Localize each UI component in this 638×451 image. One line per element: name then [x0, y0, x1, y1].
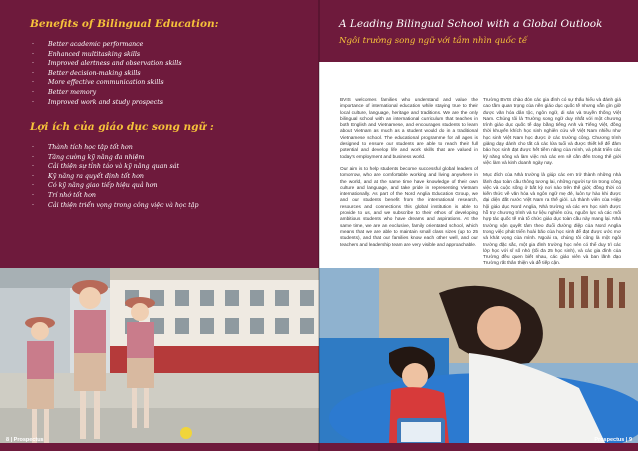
right-page-header: [319, 0, 638, 62]
list-item: · Enhanced multitasking skills: [32, 50, 141, 58]
list-item: · Improved alertness and observation skills: [32, 60, 182, 68]
english-text-column: [340, 98, 478, 255]
list-item: · Trí nhớ tốt hơn: [32, 191, 96, 199]
paragraph: Mục đích của Nhà trường là giúp các em trở thành những nhà lãnh đạo toàn cầu thông tương lai, những người tự tin trong công việc và cuộc sống ở bất kỳ nơi nào trên thế giới; đồng thời có kiến thức về văn hóa và ngôn ngữ mẹ đẻ, luôn tự hào khi được đại diện đất nước Việt Nam ra thế giới. Là thành viên của Hiệp hội giáo dục Nord Anglia, Nhà trường và các em học sinh được hỗ trợ chương trình và tư liệu nghiên cứu, nguồn lực và các mối hợp tác quốc tế mà tổ chức giáo dục toàn cầu này mang lại. Nhà trường vận quyết tâm theo đuổi đường điệp của Nord Anglia trong việc phát triển hoài bão của học sinh để đạt được ước mơ và khát vọng của mình. Ngoài ra, chúng tôi cũng là một ngôi trường đặc sắc, một gia đình trường học nên có thể duy trì các lớp học với sĩ số nhỏ (tối đa 25 học sinh), và các gia đình của Trường đều quen biết nhau, các giáo viên và ban lãnh đạo Trường rất thân thiện và dễ tiếp cận.: [483, 173, 621, 267]
list-item: · Cải thiện triển vọng trong công việc và học tập: [32, 201, 199, 209]
schoolyard-illustration: [0, 268, 319, 451]
list-item: · Thành tích học tập tốt hơn: [32, 144, 133, 151]
benefits-list: [32, 40, 182, 107]
list-item: · Cải thiện sự tỉnh táo và kỹ năng quan sát: [32, 163, 179, 171]
reading-illustration: [319, 268, 638, 451]
list-item: · Better memory: [32, 88, 97, 96]
page-subtitle: Ngôi trường song ngữ với tầm nhìn quốc tế: [339, 36, 528, 46]
list-item: · Tăng cường kỹ năng đa nhiệm: [32, 153, 145, 161]
page-number-left: 8 | Prospectus: [6, 437, 44, 443]
benefits-heading: Benefits of Bilingual Education:: [30, 18, 219, 30]
list-item: · Better decision-making skills: [32, 69, 141, 77]
paragraph: Trường BVIS chào đón các gia đình có sự thấu hiểu và đánh giá cao tầm quan trọng của nền giáo dục quốc tế nhưng vẫn gìn giữ được văn hóa dân tộc, ngôn ngữ, di sản và truyền thống Việt Nam. Chúng tôi là Trường song ngữ duy nhất với một chương trình giáo dục quốc tế dạy bằng tiếng Anh và Tiếng Việt, đồng thời khuyến khích học sinh nghiên cứu về Việt Nam nhiều như học sinh Việt Nam học được ở các trường công. Chương trình giảng dạy dành cho tất cả các lứa tuổi và được thiết kế để đảm bảo học sinh đạt được hết tiềm năng của mình, và phát triển các kỹ năng sống và làm việc mà các em sẽ cần đến trong thế giới việc làm và kinh doanh ngày nay.: [483, 98, 621, 166]
spread-gutter: [318, 0, 320, 451]
loi-ich-list: [32, 143, 199, 210]
mother-child-reading-photo: [319, 268, 638, 451]
paragraph: Our aim is to help students become successful global leaders of tomorrow, who are comfortable working and living anywhere in the world, and at the same time have knowledge of their own culture and language, and take pride in representing Vietnam internationally. As part of the Nord Anglia Education Group, we and our students benefit from the international research, resources and connections this global institution is able to provide to us, and we subscribe to their ethos of developing ambitious students who have dreams and aspirations. At the same time, we are an exclusive, family orientated school, which means that we are able to maintain small class sizes (up to 25 students), and that our families know each other well, and our teachers and leadership team are very visible and approachable.: [340, 166, 478, 248]
left-page-panel: [0, 0, 319, 268]
list-item: · Improved work and study prospects: [32, 98, 163, 106]
list-item: · More effective communication skills: [32, 79, 164, 87]
list-item: · Có kỹ năng giao tiếp hiệu quả hơn: [32, 182, 158, 190]
list-item: · Better academic performance: [32, 41, 144, 48]
page-title: A Leading Bilingual School with a Global Outlook: [339, 18, 603, 30]
paragraph: BVIS welcomes families who understand and value the importance of international education while staying true to their local culture, language, heritage and traditions. We are the only bilingual school with an international curriculum that teaches in both English and Vietnamese, and encourages students to learn about Vietnam as much as a student would do in a traditional Vietnamese school. The educational programme for all ages is designed to ensure our students are able to reach their full potential and develop life and work skills that are valued in today's employment and business world.: [340, 98, 478, 160]
students-schoolyard-photo: [0, 268, 319, 451]
page-number-right: Prospectus | 9: [594, 437, 632, 443]
list-item: · Kỹ năng ra quyết định tốt hơn: [32, 172, 144, 180]
vietnamese-text-column: [483, 98, 621, 274]
loi-ich-heading: Lợi ích của giáo dục song ngữ :: [30, 121, 214, 133]
